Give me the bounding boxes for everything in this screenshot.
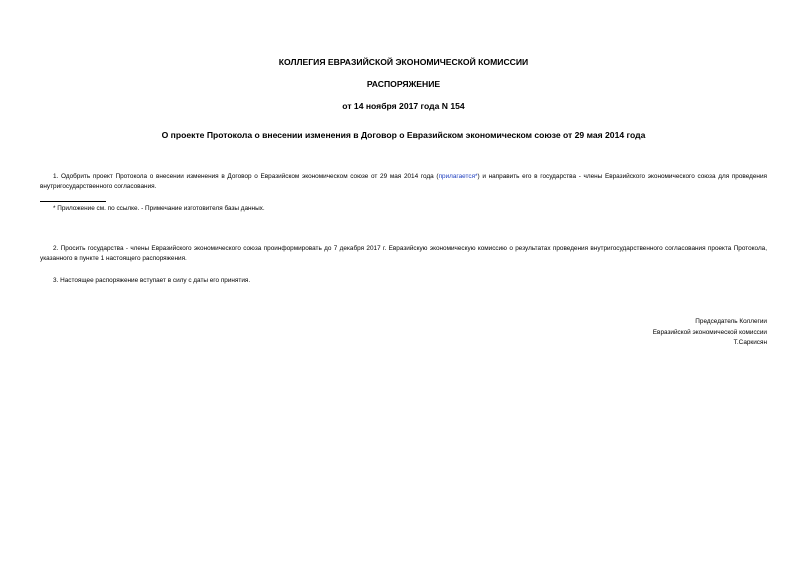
signature-position: Председатель Коллегии xyxy=(695,318,767,325)
footnote: * Приложение см. по ссылке. - Примечание изготовителя базы данных. xyxy=(53,205,265,212)
annex-link[interactable]: прилагается* xyxy=(438,173,478,180)
paragraph-3: 3. Настоящее распоряжение вступает в силу с даты его принятия. xyxy=(53,277,251,284)
signature-organization: Евразийской экономической комиссии xyxy=(652,328,767,336)
paragraph-1 xyxy=(40,172,767,192)
document-title: О проекте Протокола о внесении изменения в Договор о Евразийском экономическом союзе от 29 мая 2014 года xyxy=(161,130,646,140)
date-number-heading: от 14 ноября 2017 года N 154 xyxy=(342,101,465,111)
paragraph-2: 2. Просить государства - члены Евразийского экономического союза проинформировать до 7 декабря 2017 г. Евразийскую экономическую комиссию о результатах проведения внутригосударственного согласования проекта Протокола, указанного в пункте 1 настоящего распоряжения. xyxy=(40,245,767,262)
organization-heading: КОЛЛЕГИЯ ЕВРАЗИЙСКОЙ ЭКОНОМИЧЕСКОЙ КОМИССИИ xyxy=(278,57,529,67)
document-type-heading: РАСПОРЯЖЕНИЕ xyxy=(366,79,441,89)
signature-block xyxy=(653,317,767,349)
signature-name: Т.Саркисян xyxy=(733,339,767,346)
paragraph-1-text-end: ) и направить его в государства - члены Евразийского экономического союза для проведения внутригосударственного согласования. xyxy=(40,173,767,190)
footnote-divider xyxy=(40,201,106,202)
paragraph-1-text-start: 1. Одобрить проект Протокола о внесении изменения в Договор о Евразийском экономическом союзе от 29 мая 2014 года ( xyxy=(53,173,439,180)
